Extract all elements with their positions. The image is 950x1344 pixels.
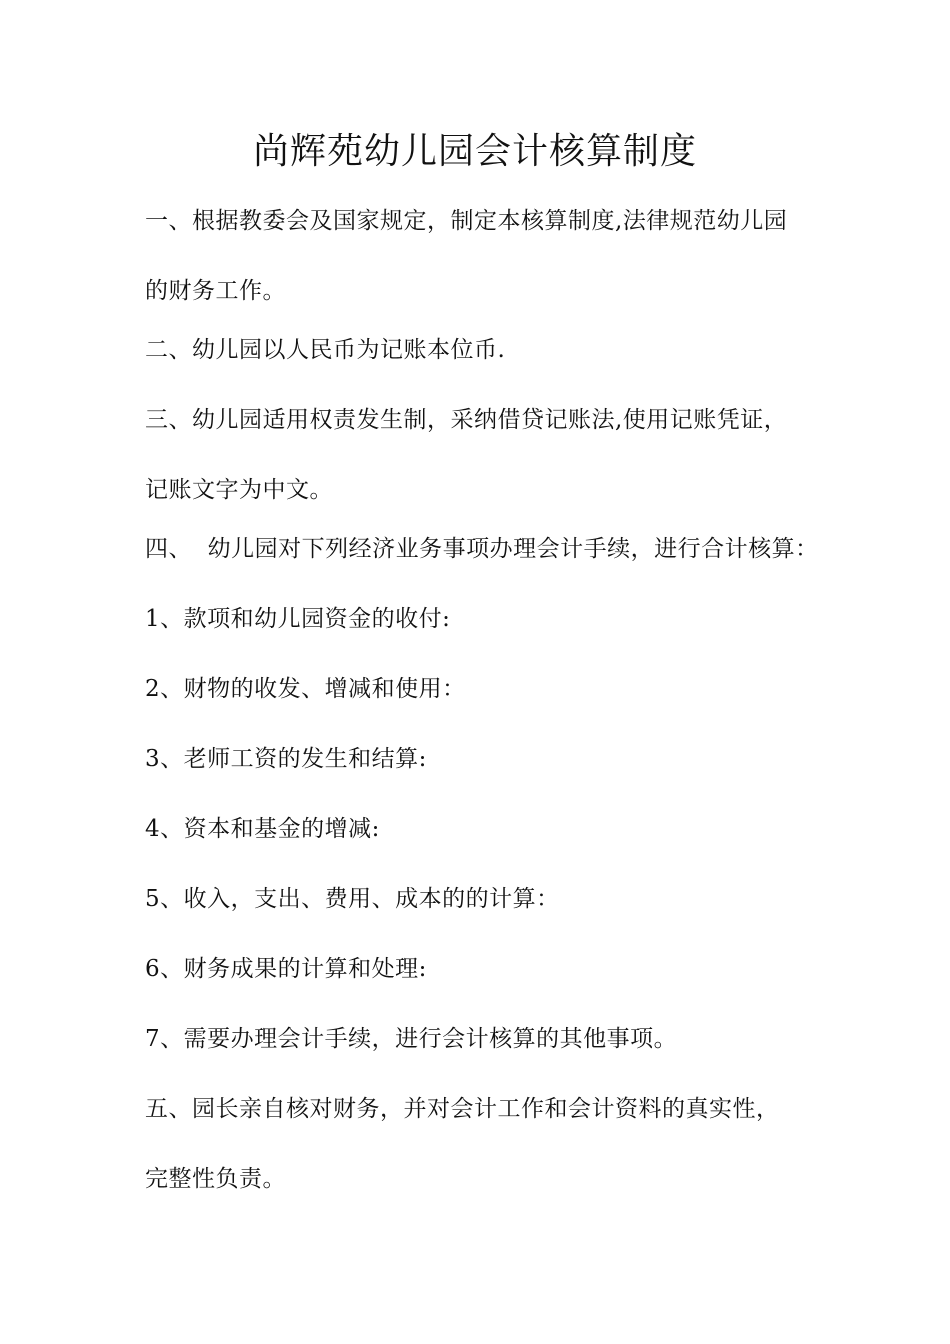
paragraph-3 [145,385,845,525]
paragraph-line: 一、根据教委会及国家规定，制定本核算制度,法律规范幼儿园 [145,208,788,234]
list-item-5 [145,864,845,934]
paragraph-4 [145,514,845,584]
list-item-7 [145,1004,845,1074]
document-title: 尚辉苑幼儿园会计核算制度 [252,131,697,172]
list-item-text: 2、财物的收发、增减和使用： [145,676,466,702]
list-item-2 [145,654,845,724]
paragraph-2 [145,315,845,385]
list-item-text: 5、收入，支出、费用、成本的的计算： [145,886,560,912]
list-item-1 [145,584,845,654]
paragraph-line: 记账文字为中文。 [145,477,333,503]
paragraph-line: 二、幼儿园以人民币为记账本位币. [145,337,506,363]
paragraph-1 [145,186,845,326]
list-item-4 [145,794,845,864]
list-item-3 [145,724,845,794]
list-item-text: 3、老师工资的发生和结算: [145,746,427,772]
list-item-6 [145,934,845,1004]
paragraph-line: 的财务工作。 [145,278,286,304]
list-item-text: 1、款项和幼儿园资金的收付: [145,606,451,632]
paragraph-line: 完整性负责。 [145,1166,286,1192]
list-item-text: 6、财务成果的计算和处理: [145,956,427,982]
paragraph-5 [145,1074,845,1214]
paragraph-line: 四、 幼儿园对下列经济业务事项办理会计手续，进行合计核算： [145,536,819,562]
list-item-text: 7、需要办理会计手续，进行会计核算的其他事项。 [145,1026,678,1052]
list-item-text: 4、资本和基金的增减: [145,816,380,842]
paragraph-line: 三、幼儿园适用权责发生制，采纳借贷记账法,使用记账凭证， [145,407,788,433]
paragraph-line: 五、园长亲自核对财务，并对会计工作和会计资料的真实性， [145,1096,780,1122]
